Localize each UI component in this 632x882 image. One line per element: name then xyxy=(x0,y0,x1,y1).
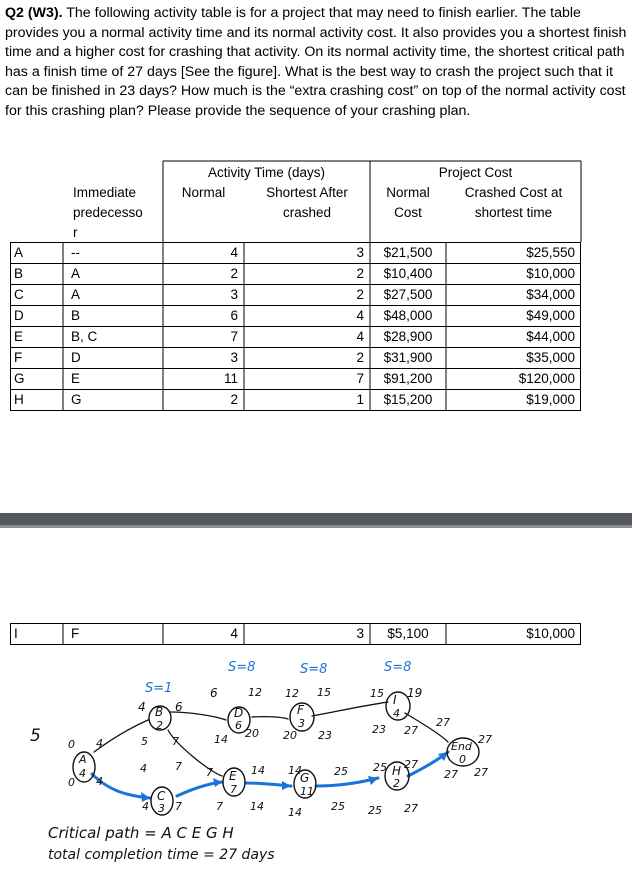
cell-normal-time: 3 xyxy=(230,287,238,302)
slack-label-i: S=8 xyxy=(384,660,412,675)
c-lf: 7 xyxy=(175,800,182,813)
node-f-duration: 3 xyxy=(298,717,305,730)
node-e-label: E xyxy=(229,769,237,783)
node-i-duration: 4 xyxy=(393,707,400,720)
cell-normal-cost: $28,900 xyxy=(383,329,433,344)
completion-time-note: total completion time = 27 days xyxy=(48,847,275,863)
g-lf: 25 xyxy=(331,800,345,813)
g-ef: 25 xyxy=(334,765,348,778)
h-lf: 27 xyxy=(404,802,418,815)
node-c-label: C xyxy=(157,789,166,803)
header-normal-time: Normal xyxy=(181,185,226,200)
node-g-duration: 11 xyxy=(300,785,314,798)
cell-shortest-time: 4 xyxy=(356,329,364,344)
a-lf: 4 xyxy=(96,775,103,788)
cell-predecessor: F xyxy=(71,626,80,641)
cell-shortest-time: 3 xyxy=(356,626,364,641)
b-ef: 6 xyxy=(175,700,183,714)
header-activity-time: Activity Time (days) xyxy=(207,165,326,180)
cell-predecessor: E xyxy=(71,371,81,386)
header-crashed-cost-2: shortest time xyxy=(474,205,553,220)
cell-activity: C xyxy=(14,287,24,302)
node-a-label: A xyxy=(79,753,87,766)
cell-crashed-cost: $10,000 xyxy=(526,626,575,641)
cell-shortest-time: 2 xyxy=(356,350,364,365)
node-g-label: G xyxy=(300,771,310,785)
header-project-cost: Project Cost xyxy=(438,165,513,180)
cell-crashed-cost: $10,000 xyxy=(526,266,575,281)
cell-normal-time: 6 xyxy=(230,308,238,323)
node-c-duration: 3 xyxy=(158,802,165,815)
cell-predecessor: A xyxy=(71,266,81,281)
node-e-duration: 7 xyxy=(230,783,237,796)
cell-shortest-time: 1 xyxy=(356,392,364,407)
cell-activity: A xyxy=(14,245,24,260)
f-lf: 23 xyxy=(318,729,332,742)
cell-predecessor: -- xyxy=(71,245,80,260)
node-b-duration: 2 xyxy=(156,719,163,732)
cell-normal-cost: $31,900 xyxy=(383,350,433,365)
f-ef: 15 xyxy=(317,686,331,699)
cell-predecessor: G xyxy=(71,392,82,407)
node-f-label: F xyxy=(297,703,304,717)
g-es: 14 xyxy=(288,764,302,777)
c-ls: 4 xyxy=(142,800,149,813)
node-h-label: H xyxy=(392,764,402,778)
cell-shortest-time: 7 xyxy=(356,371,364,386)
slack-label-d: S=8 xyxy=(228,660,256,675)
cell-predecessor: D xyxy=(71,350,81,365)
cell-normal-time: 4 xyxy=(230,626,238,641)
f-es: 12 xyxy=(285,687,299,700)
b-es: 4 xyxy=(138,700,146,714)
d-lf: 20 xyxy=(245,727,259,740)
h-ls: 25 xyxy=(368,804,382,817)
cell-normal-time: 2 xyxy=(230,266,238,281)
a-ef: 4 xyxy=(96,737,103,750)
cell-activity: B xyxy=(14,266,24,281)
d-ef: 12 xyxy=(248,686,262,699)
cell-normal-time: 11 xyxy=(223,371,238,386)
node-d-label: D xyxy=(234,706,244,720)
node-d-duration: 6 xyxy=(235,719,242,732)
cell-shortest-time: 2 xyxy=(356,266,364,281)
slack-label-f: S=8 xyxy=(300,662,328,677)
cell-shortest-time: 4 xyxy=(356,308,364,323)
end-es: 27 xyxy=(436,716,450,729)
a-ls: 0 xyxy=(68,776,75,789)
cell-crashed-cost: $120,000 xyxy=(518,371,575,386)
cell-normal-time: 4 xyxy=(230,245,238,260)
question-id: Q2 (W3). xyxy=(5,5,63,21)
b-ls: 5 xyxy=(141,735,148,748)
cell-predecessor: A xyxy=(71,287,81,302)
cell-activity: D xyxy=(14,308,24,323)
node-end-duration: 0 xyxy=(459,753,466,766)
cell-predecessor: B, C xyxy=(71,329,98,344)
cell-normal-time: 3 xyxy=(230,350,238,365)
end-lf: 27 xyxy=(474,766,488,779)
cell-activity: I xyxy=(14,626,18,641)
cell-normal-cost: $5,100 xyxy=(387,626,429,641)
c-es: 4 xyxy=(140,762,147,775)
slack-label-b: S=1 xyxy=(145,681,173,696)
cell-crashed-cost: $34,000 xyxy=(526,287,575,302)
e-es: 7 xyxy=(206,766,213,779)
cell-activity: G xyxy=(14,371,25,386)
header-shortest-1: Shortest After xyxy=(266,185,348,200)
b-lf: 7 xyxy=(172,735,179,748)
h-ef: 27 xyxy=(404,758,418,771)
f-ls: 20 xyxy=(283,729,297,742)
c-ef: 7 xyxy=(175,760,182,773)
cell-normal-cost: $10,400 xyxy=(383,266,433,281)
cell-activity: H xyxy=(14,392,24,407)
g-ls: 14 xyxy=(288,806,302,819)
end-ef: 27 xyxy=(478,733,492,746)
e-lf: 14 xyxy=(250,800,264,813)
cell-crashed-cost: $35,000 xyxy=(526,350,575,365)
cell-activity: E xyxy=(14,329,24,344)
e-ls: 7 xyxy=(216,800,223,813)
page-mark: 5 xyxy=(30,726,41,746)
header-normal-cost-2: Cost xyxy=(394,205,422,220)
cell-normal-cost: $91,200 xyxy=(383,371,433,386)
d-es: 6 xyxy=(210,686,218,700)
i-lf: 27 xyxy=(404,724,418,737)
node-a-duration: 4 xyxy=(79,767,86,780)
i-ls: 23 xyxy=(372,723,386,736)
header-normal-cost-1: Normal xyxy=(386,185,430,200)
header-predecessor-3: r xyxy=(73,225,78,240)
d-ls: 14 xyxy=(214,733,228,746)
header-shortest-2: crashed xyxy=(282,205,332,220)
node-end-label: End xyxy=(451,740,472,753)
cell-shortest-time: 2 xyxy=(356,287,364,302)
i-es: 15 xyxy=(370,687,384,700)
h-es: 25 xyxy=(373,761,387,774)
question-body: The following activity table is for a project that may need to finish earlier. The table provides you a normal activity time and its normal activity cost. It also provides you a shortest finish time and a higher cost for crashing that activity. On its normal activity time, the shortest critical path has a finish time of 27 days [See the figure]. What is the best way to crash the project such that it can be finished in 23 days? How much is the “extra crashing cost” on top of the normal activity cost for this crashing plan? Please provide the sequence of your crashing plan. xyxy=(5,5,627,119)
cell-normal-time: 2 xyxy=(230,392,238,407)
header-crashed-cost-1: Crashed Cost at xyxy=(464,185,563,200)
header-predecessor-1: Immediate xyxy=(73,185,137,200)
cell-crashed-cost: $19,000 xyxy=(526,392,575,407)
end-ls: 27 xyxy=(444,768,458,781)
cell-predecessor: B xyxy=(71,308,81,323)
cell-shortest-time: 3 xyxy=(356,245,364,260)
cell-normal-cost: $15,200 xyxy=(383,392,433,407)
e-ef: 14 xyxy=(251,764,265,777)
i-ef: 19 xyxy=(407,686,423,700)
critical-path-note: Critical path = A C E G H xyxy=(48,824,234,842)
cell-activity: F xyxy=(14,350,23,365)
header-predecessor-2: predecesso xyxy=(73,205,143,220)
a-es: 0 xyxy=(68,738,75,751)
cell-crashed-cost: $25,550 xyxy=(526,245,575,260)
cell-normal-cost: $27,500 xyxy=(383,287,433,302)
cell-crashed-cost: $49,000 xyxy=(526,308,575,323)
cell-crashed-cost: $44,000 xyxy=(526,329,575,344)
node-b-label: B xyxy=(155,705,164,719)
cell-normal-cost: $48,000 xyxy=(383,308,433,323)
node-i-label: I xyxy=(393,693,397,707)
cell-normal-cost: $21,500 xyxy=(383,245,433,260)
node-h-duration: 2 xyxy=(393,777,400,790)
cell-normal-time: 7 xyxy=(230,329,238,344)
